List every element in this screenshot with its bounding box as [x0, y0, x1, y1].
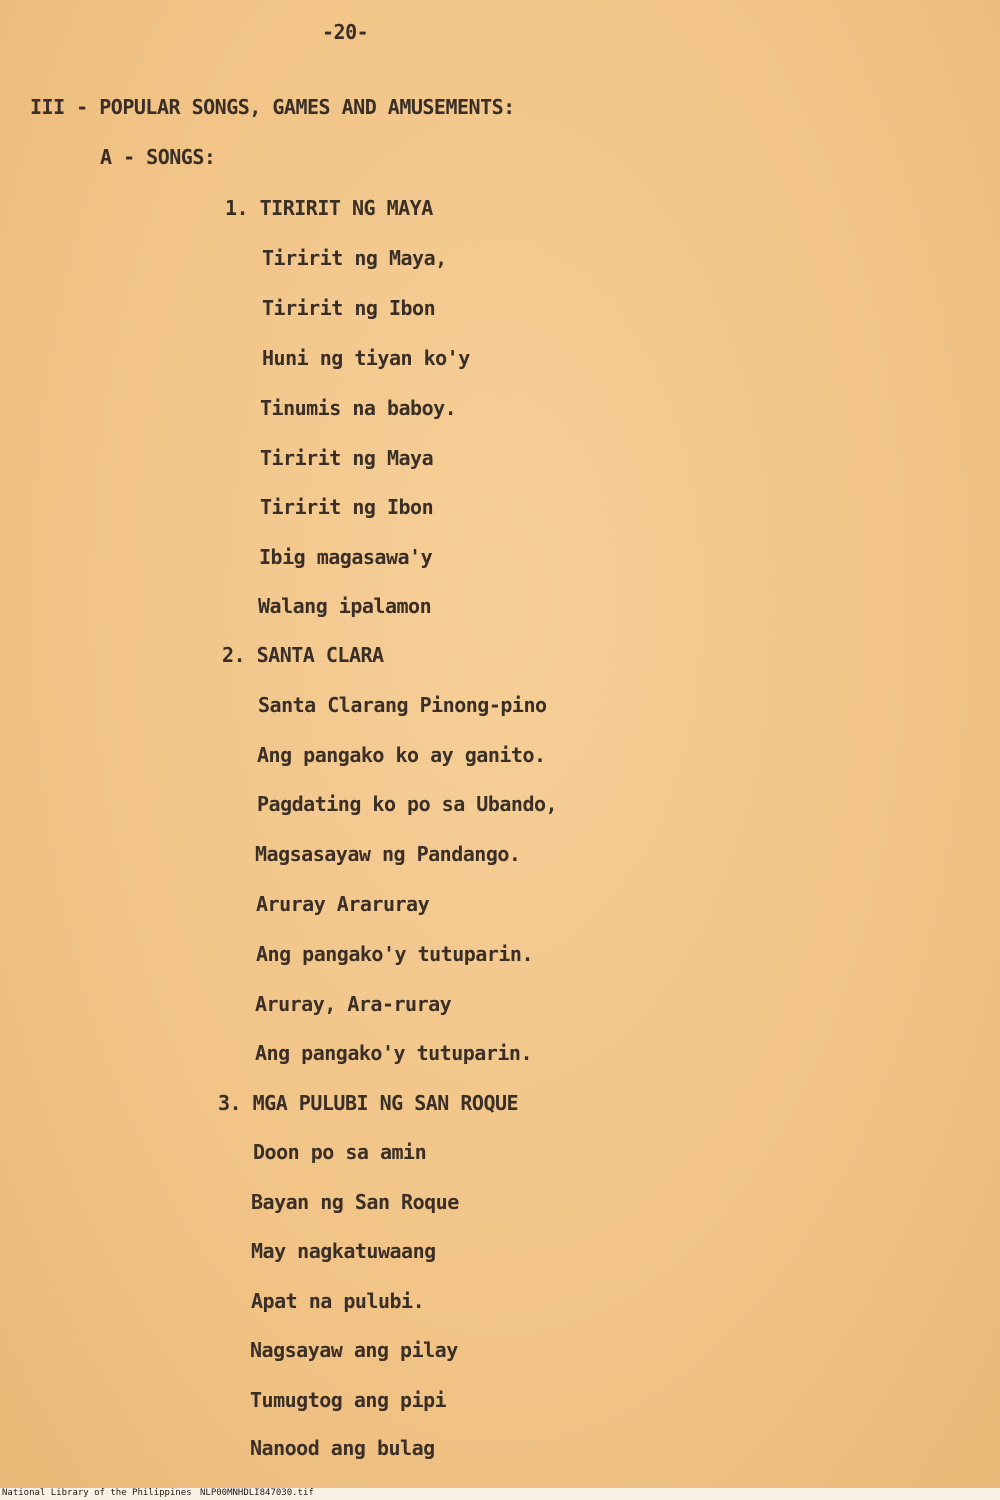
- song-line: Tinumis na baboy.: [260, 396, 457, 420]
- song-line: Magsasayaw ng Pandango.: [255, 842, 521, 866]
- song-line: Ang pangako'y tutuparin.: [255, 1041, 532, 1065]
- subsection-heading: A - SONGS:: [100, 145, 216, 169]
- song-line: Ibig magasawa'y: [259, 545, 433, 569]
- song-line: Huni ng tiyan ko'y: [262, 346, 470, 370]
- song-line: Aruray Araruray: [256, 892, 430, 916]
- song-line: Apat na pulubi.: [251, 1289, 425, 1313]
- footer-filename: NLP00MNHDLI847030.tif: [200, 1488, 314, 1498]
- song-line: Ang pangako ko ay ganito.: [257, 743, 546, 767]
- song-line: Doon po sa amin: [253, 1140, 427, 1164]
- song-line: Santa Clarang Pinong-pino: [258, 693, 547, 717]
- song-line: Pagdating ko po sa Ubando,: [257, 792, 558, 816]
- song-1-title: 1. TIRIRIT NG MAYA: [225, 196, 433, 220]
- song-line: May nagkatuwaang: [251, 1239, 436, 1263]
- song-line: Nagsayaw ang pilay: [250, 1338, 458, 1362]
- song-line: Nanood ang bulag: [250, 1436, 435, 1460]
- song-2-title: 2. SANTA CLARA: [222, 643, 384, 667]
- section-heading: III - POPULAR SONGS, GAMES AND AMUSEMENTS:: [30, 95, 515, 119]
- song-line: Aruray, Ara-ruray: [255, 992, 452, 1016]
- song-line: Tiririt ng Maya: [260, 446, 434, 470]
- page-number: -20-: [322, 20, 369, 44]
- song-line: Tumugtog ang pipi: [250, 1388, 447, 1412]
- song-line: Walang ipalamon: [258, 594, 432, 618]
- song-line: Tiririt ng Maya,: [262, 246, 447, 270]
- song-line: Tiririt ng Ibon: [260, 495, 434, 519]
- song-line: Ang pangako'y tutuparin.: [256, 942, 533, 966]
- song-line: Tiririt ng Ibon: [262, 296, 436, 320]
- footer-source: National Library of the Philippines: [2, 1488, 192, 1498]
- song-line: Bayan ng San Roque: [251, 1190, 459, 1214]
- scan-footer: [0, 1488, 1000, 1500]
- song-3-title: 3. MGA PULUBI NG SAN ROQUE: [218, 1091, 519, 1115]
